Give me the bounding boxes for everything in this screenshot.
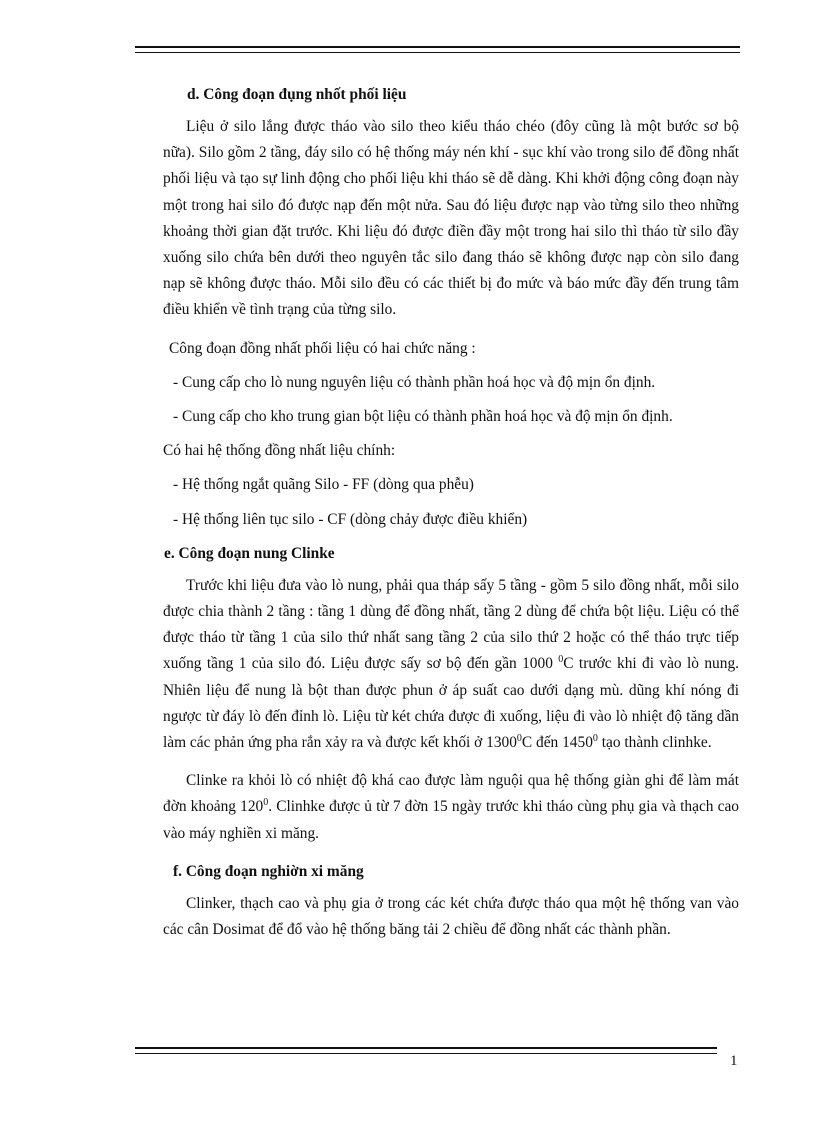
section-f-heading: f. Công đoạn nghiờn xi măng xyxy=(173,862,364,880)
degree-sup: 0 xyxy=(516,733,522,745)
section-e-paragraph-2 xyxy=(163,768,739,847)
functions-intro: Công đoạn đồng nhất phối liệu có hai chức năng : xyxy=(169,339,476,357)
function-item-2: - Cung cấp cho kho trung gian bột liệu có thành phần hoá học và độ mịn ổn định. xyxy=(173,408,673,426)
e-p1-part-c: C đến 1450 xyxy=(521,734,593,752)
degree-sup: 0 xyxy=(263,797,269,809)
document-body xyxy=(163,82,739,955)
header-rule xyxy=(135,46,740,53)
e-p1-part-a: Trước khi liệu đưa vào lò nung, phải qua tháp sấy 5 tầng - gồm 5 silo đồng nhất, mỗi silo được chia thành 2 tầng : tầng 1 dùng để đồng nhất, tầng 2 dùng để chứa bột liệu. Liệu có thể được tháo từ tầng 1 của silo thứ nhất sang tầng 2 của silo thứ 2 hoặc có thể tháo trực tiếp xuống tầng 1 của silo đó. Liệu được sấy sơ bộ đến gần 1000 xyxy=(163,576,739,673)
degree-sup: 0 xyxy=(592,733,598,745)
e-p1-part-d: tạo thành clinhke. xyxy=(597,734,712,752)
system-item-2: - Hệ thống liên tục silo - CF (dòng chảy được điều khiển) xyxy=(173,510,528,528)
section-d-heading: d. Công đoạn đụng nhốt phối liệu xyxy=(187,86,407,103)
function-item-1: - Cung cấp cho lò nung nguyên liệu có thành phần hoá học và độ mịn ổn định. xyxy=(173,373,656,391)
system-item-1: - Hệ thống ngắt quãng Silo - FF (dòng qua phễu) xyxy=(173,476,474,494)
section-d-paragraph: Liệu ở silo lắng được tháo vào silo theo kiểu tháo chéo (đôy cũng là một bước sơ bộ nữa). Silo gồm 2 tầng, đáy silo có hệ thống máy nén khí - sục khí vào trong silo để đồng nhất phối liệu và tạo sự linh động cho phối liệu khi tháo sẽ dễ dàng. Khi khởi động công đoạn này một trong hai silo đó được nạp đến một nửa. Sau đó liệu được nạp vào từng silo theo những khoảng thời gian đặt trước. Khi liệu đó được điền đầy một trong hai silo thì tháo từ silo đầy xuống silo chứa bên dưới theo nguyên tắc silo đang tháo sẽ không được nạp còn silo đang nạp sẽ không được tháo. Mỗi silo đều có các thiết bị đo mức và báo mức đầy đến trung tâm điều khiển về tình trạng của từng silo. xyxy=(163,118,739,319)
section-f-paragraph: Clinker, thạch cao và phụ gia ở trong các két chứa được tháo qua một hệ thống van vào các cân Dosimat để đổ vào hệ thống băng tải 2 chiều để đồng nhất các thành phần. xyxy=(163,894,739,939)
degree-sup: 0 xyxy=(558,654,564,666)
section-e-heading: e. Công đoạn nung Clinke xyxy=(164,544,335,562)
section-e-paragraph-1 xyxy=(163,573,739,756)
footer-rule xyxy=(135,1047,717,1054)
e-p2-part-a: Clinke ra khỏi lò có nhiệt độ khá cao được làm nguội qua hệ thống giàn ghi để làm mát đờn khoảng 120 xyxy=(163,772,739,816)
page-number: 1 xyxy=(730,1053,738,1069)
e-p1-part-b: C trước khi đi vào lò nung. Nhiên liệu để nung là bột than được phun ở áp suất cao dưới dạng mù. dũng khí nóng đi ngược từ đáy lò đến đỉnh lò. Liệu từ két chứa được đi xuống, liệu đi vào lò nhiệt độ tăng dần làm các phản ứng pha rắn xảy ra và được kết khối ở 1300 xyxy=(163,655,739,752)
systems-intro: Có hai hệ thống đồng nhất liệu chính: xyxy=(163,442,396,460)
e-p2-part-b: . Clinhke được ủ từ 7 đờn 15 ngày trước khi tháo cùng phụ gia và thạch cao vào máy nghiền xi măng. xyxy=(163,798,739,842)
